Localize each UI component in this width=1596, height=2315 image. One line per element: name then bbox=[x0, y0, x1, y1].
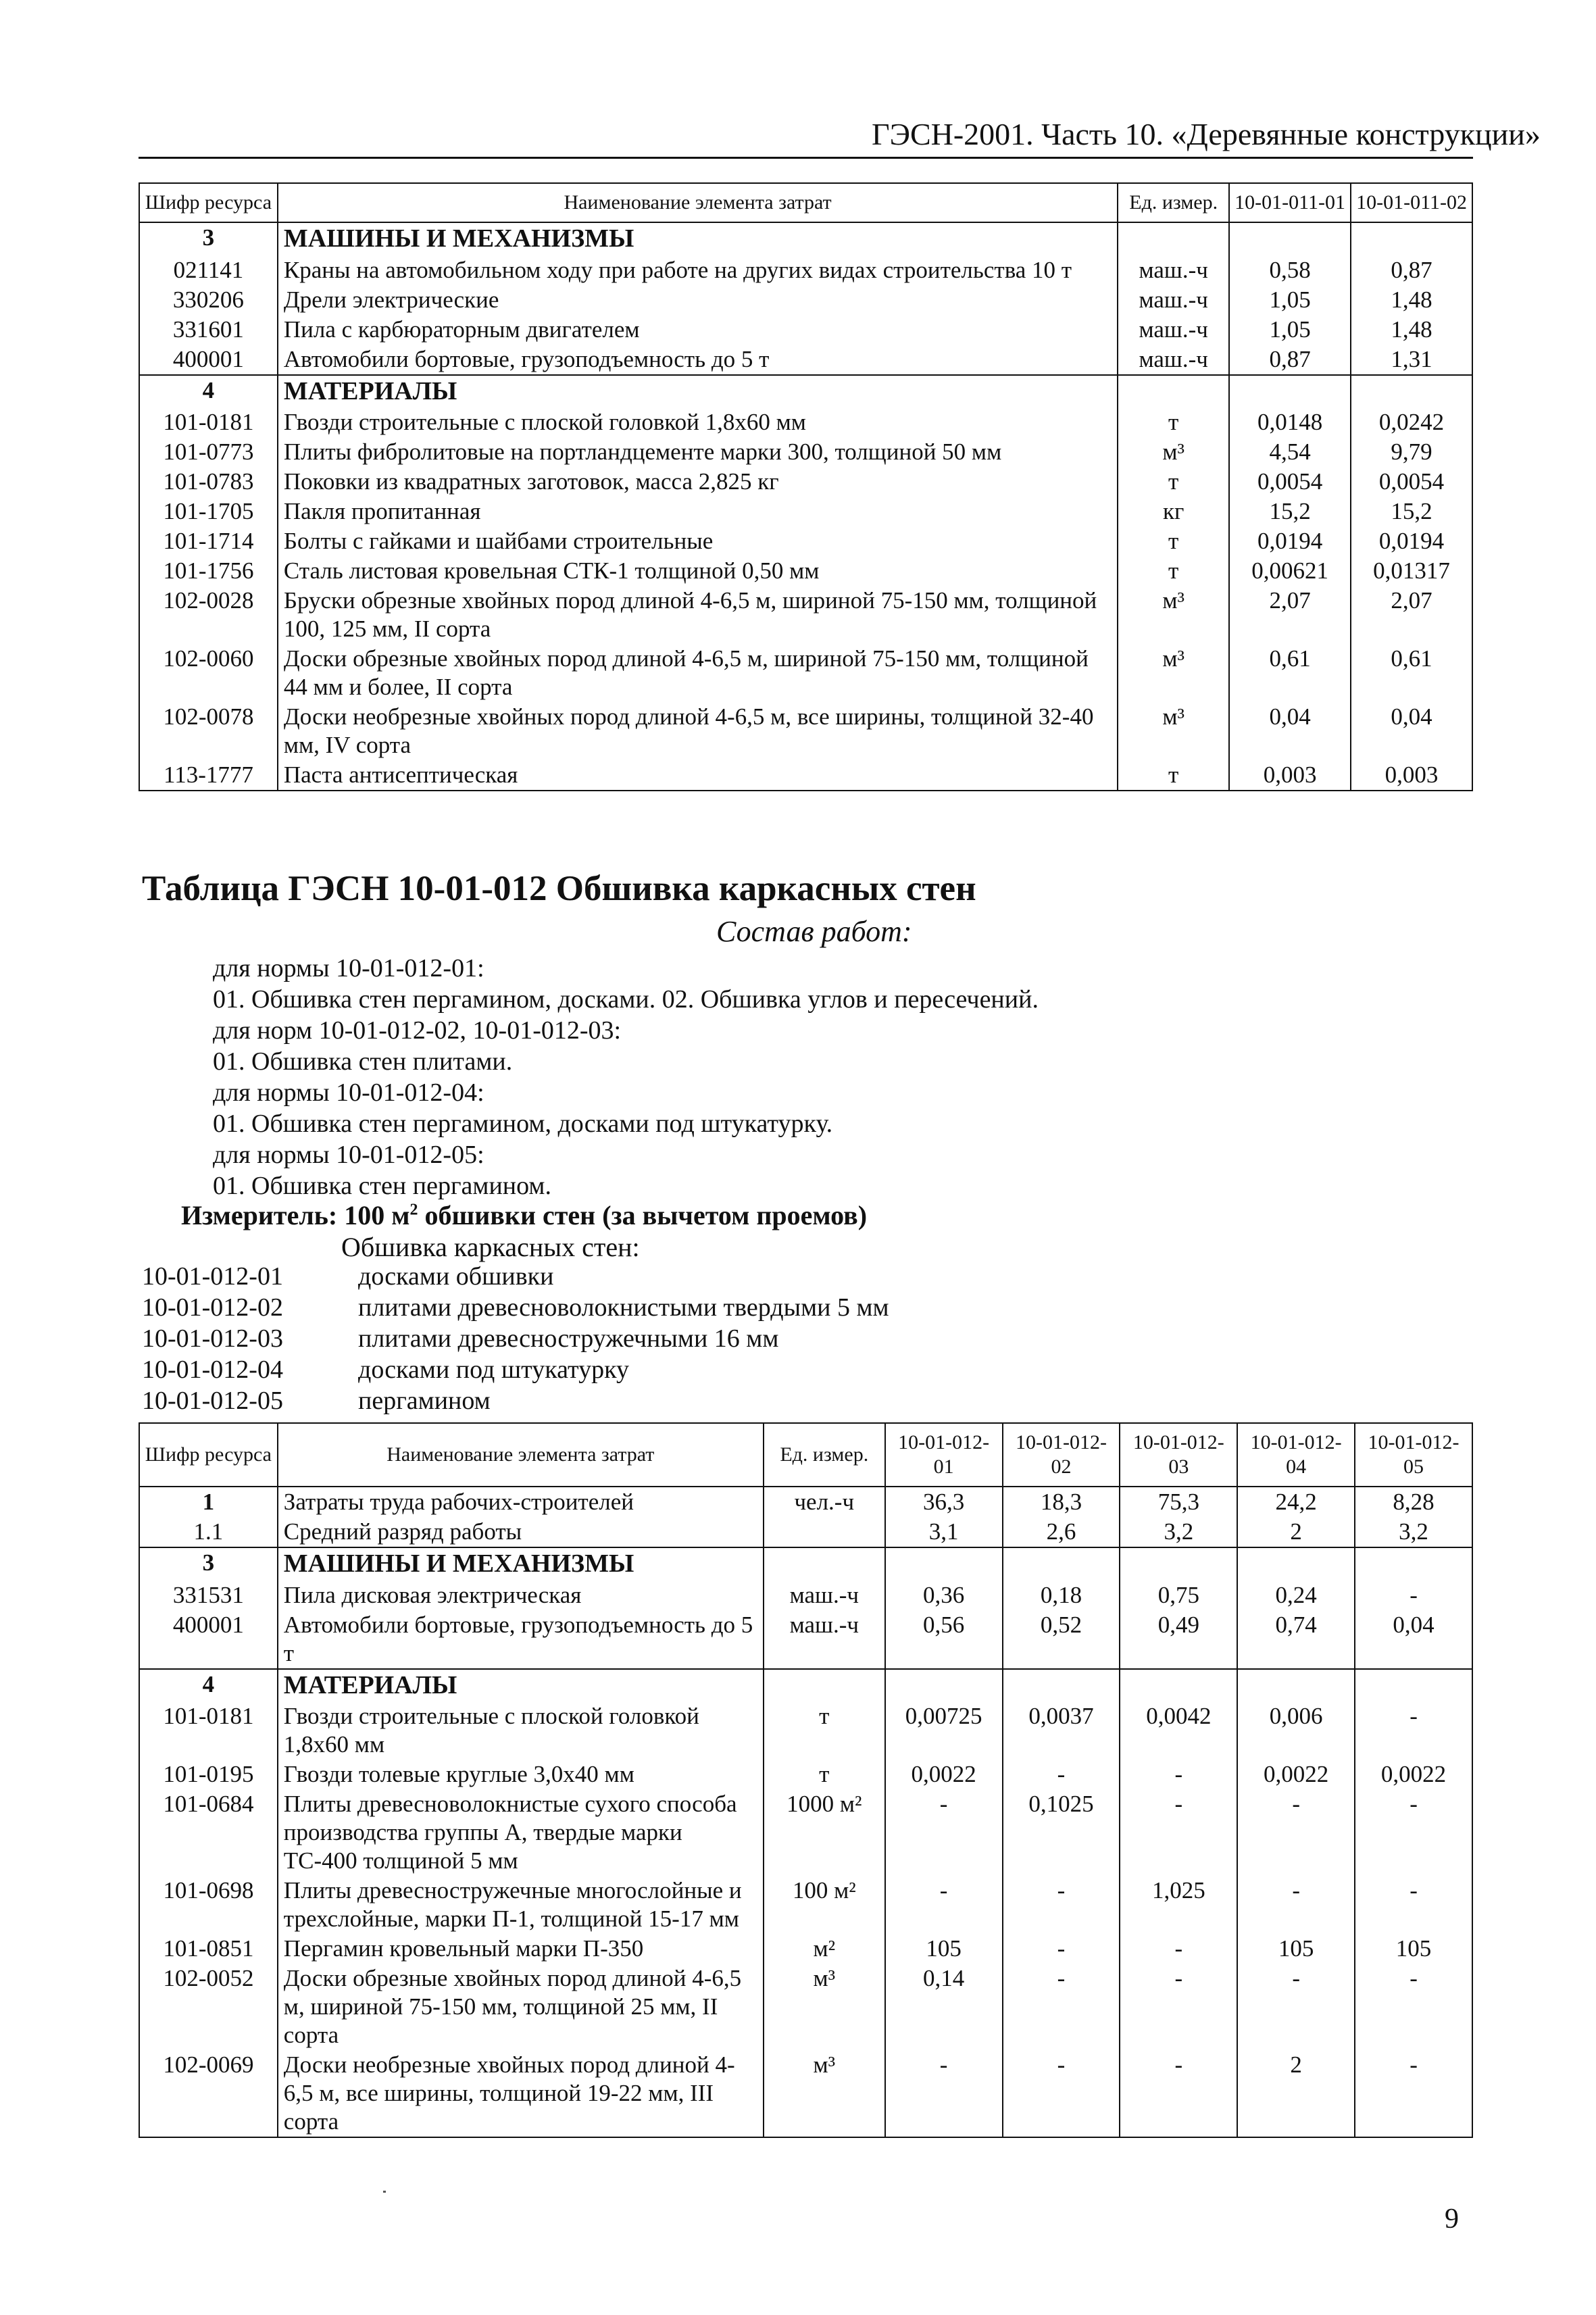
table-row bbox=[139, 1964, 1472, 2050]
value-cell: 105 bbox=[1237, 1934, 1355, 1964]
table-row bbox=[139, 1517, 1472, 1547]
column-header: Шифр ресурса bbox=[139, 183, 278, 222]
value-cell: 2,6 bbox=[1003, 1517, 1120, 1547]
value-cell: 0,36 bbox=[885, 1580, 1003, 1610]
value-cell: 18,3 bbox=[1003, 1487, 1120, 1517]
table-row bbox=[139, 1487, 1472, 1517]
value-cell: 0,24 bbox=[1237, 1580, 1355, 1610]
variant-row bbox=[142, 1385, 889, 1416]
empty-cell bbox=[764, 1669, 885, 1702]
table-row bbox=[139, 1934, 1472, 1964]
resource-name: Доски необрезные хвойных пород длиной 4-6,5 м, все ширины, толщиной 19-22 мм, III сорта bbox=[278, 2050, 764, 2137]
empty-cell bbox=[1229, 375, 1351, 408]
value-cell: - bbox=[1355, 1701, 1472, 1760]
resource-name: Автомобили бортовые, грузоподъемность до 5 т bbox=[278, 1610, 764, 1669]
column-header: Наименование элемента затрат bbox=[278, 183, 1118, 222]
table-row bbox=[139, 644, 1472, 702]
empty-cell bbox=[1118, 222, 1229, 255]
value-cell: 15,2 bbox=[1229, 497, 1351, 526]
work-line: для норм 10-01-012-02, 10-01-012-03: bbox=[213, 1016, 622, 1045]
section-title: МАШИНЫ И МЕХАНИЗМЫ bbox=[278, 1547, 764, 1580]
value-cell: 9,79 bbox=[1351, 437, 1472, 467]
meter-text-rest: обшивки стен (за вычетом проемов) bbox=[418, 1200, 868, 1230]
empty-cell bbox=[1351, 375, 1472, 408]
resource-name: Пила с карбюраторным двигателем bbox=[278, 315, 1118, 345]
value-cell: 2,07 bbox=[1229, 586, 1351, 644]
variant-text: досками под штукатурку bbox=[358, 1355, 630, 1384]
table-row bbox=[139, 437, 1472, 467]
value-cell: 0,75 bbox=[1120, 1580, 1237, 1610]
table-row bbox=[139, 1610, 1472, 1669]
work-line: 01. Обшивка стен пергамином, досками под штукатурку. bbox=[213, 1110, 833, 1138]
value-cell: - bbox=[1003, 1964, 1120, 2050]
resource-name: Плиты древесноволокнистые сухого способа производства группы А, твердые марки ТС-400 толщиной 5 мм bbox=[278, 1789, 764, 1876]
column-header: 10-01-012-03 bbox=[1120, 1423, 1237, 1487]
resource-code: 101-0773 bbox=[139, 437, 278, 467]
variant-row bbox=[142, 1261, 889, 1292]
value-cell: - bbox=[885, 1876, 1003, 1934]
variant-row bbox=[142, 1354, 889, 1385]
section-row bbox=[139, 1669, 1472, 1702]
resource-name: Пакля пропитанная bbox=[278, 497, 1118, 526]
value-cell: 2 bbox=[1237, 2050, 1355, 2137]
empty-cell bbox=[1120, 1547, 1237, 1580]
column-header: 10-01-012-04 bbox=[1237, 1423, 1355, 1487]
value-cell: 0,01317 bbox=[1351, 556, 1472, 586]
value-cell: 0,61 bbox=[1351, 644, 1472, 702]
value-cell: 0,00621 bbox=[1229, 556, 1351, 586]
table-row bbox=[139, 526, 1472, 556]
resource-code: 101-1756 bbox=[139, 556, 278, 586]
value-cell: 0,56 bbox=[885, 1610, 1003, 1669]
table-row bbox=[139, 345, 1472, 375]
table-row bbox=[139, 760, 1472, 791]
value-cell: 2 bbox=[1237, 1517, 1355, 1547]
unit-cell: т bbox=[1118, 467, 1229, 497]
value-cell: - bbox=[1237, 1789, 1355, 1876]
value-cell: 0,0194 bbox=[1229, 526, 1351, 556]
empty-cell bbox=[1237, 1547, 1355, 1580]
value-cell: 0,49 bbox=[1120, 1610, 1237, 1669]
resource-name: Пергамин кровельный марки П-350 bbox=[278, 1934, 764, 1964]
value-cell: 1,31 bbox=[1351, 345, 1472, 375]
value-cell: 3,1 bbox=[885, 1517, 1003, 1547]
variant-code: 10-01-012-01 bbox=[142, 1262, 283, 1291]
resource-name: Средний разряд работы bbox=[278, 1517, 764, 1547]
page-number: 9 bbox=[1445, 2204, 1459, 2235]
value-cell: - bbox=[1120, 1760, 1237, 1789]
work-line: для нормы 10-01-012-01: bbox=[213, 954, 484, 982]
scan-mark bbox=[383, 2191, 386, 2193]
value-cell: 0,0148 bbox=[1229, 407, 1351, 437]
resource-name: Гвозди толевые круглые 3,0х40 мм bbox=[278, 1760, 764, 1789]
value-cell: 0,0194 bbox=[1351, 526, 1472, 556]
unit-cell: маш.-ч bbox=[764, 1580, 885, 1610]
variant-code: 10-01-012-04 bbox=[142, 1355, 283, 1384]
table-row bbox=[139, 255, 1472, 285]
resource-code: 4 bbox=[139, 1669, 278, 1702]
value-cell: 0,003 bbox=[1229, 760, 1351, 791]
column-header: 10-01-012-01 bbox=[885, 1423, 1003, 1487]
resource-code: 101-0783 bbox=[139, 467, 278, 497]
work-line: 01. Обшивка стен пергамином, досками. 02. Обшивка углов и пересечений. bbox=[213, 985, 1039, 1014]
resource-code: 330206 bbox=[139, 285, 278, 315]
column-header: 10-01-012-02 bbox=[1003, 1423, 1120, 1487]
resource-code: 3 bbox=[139, 1547, 278, 1580]
unit-cell: м³ bbox=[1118, 437, 1229, 467]
section-row bbox=[139, 1547, 1472, 1580]
work-composition-heading: Состав работ: bbox=[716, 915, 912, 948]
resource-code: 102-0028 bbox=[139, 586, 278, 644]
section-title: МАШИНЫ И МЕХАНИЗМЫ bbox=[278, 222, 1118, 255]
table-header-row bbox=[139, 1423, 1472, 1487]
resource-code: 102-0069 bbox=[139, 2050, 278, 2137]
resource-code: 1.1 bbox=[139, 1517, 278, 1547]
value-cell: 0,0054 bbox=[1351, 467, 1472, 497]
unit-cell: маш.-ч bbox=[1118, 285, 1229, 315]
value-cell: 0,04 bbox=[1229, 702, 1351, 760]
unit-cell: т bbox=[1118, 526, 1229, 556]
resource-code: 113-1777 bbox=[139, 760, 278, 791]
header-divider bbox=[139, 157, 1473, 159]
column-header: Наименование элемента затрат bbox=[278, 1423, 764, 1487]
unit-cell: кг bbox=[1118, 497, 1229, 526]
variant-row bbox=[142, 1292, 889, 1323]
column-header: 10-01-012-05 bbox=[1355, 1423, 1472, 1487]
resource-name: Затраты труда рабочих-строителей bbox=[278, 1487, 764, 1517]
resource-code: 101-1714 bbox=[139, 526, 278, 556]
value-cell: 0,14 bbox=[885, 1964, 1003, 2050]
value-cell: 0,0042 bbox=[1120, 1701, 1237, 1760]
resource-code: 101-0851 bbox=[139, 1934, 278, 1964]
table-title: Таблица ГЭСН 10-01-012 Обшивка каркасных стен bbox=[142, 869, 976, 908]
value-cell: 1,05 bbox=[1229, 315, 1351, 345]
unit-cell: т bbox=[1118, 760, 1229, 791]
variant-code: 10-01-012-05 bbox=[142, 1387, 283, 1415]
resource-name: Плиты древесностружечные многослойные и трехслойные, марки П-1, толщиной 15-17 мм bbox=[278, 1876, 764, 1934]
table-row bbox=[139, 702, 1472, 760]
empty-cell bbox=[1355, 1547, 1472, 1580]
table-row bbox=[139, 2050, 1472, 2137]
value-cell: 0,74 bbox=[1237, 1610, 1355, 1669]
variant-text: пергамином bbox=[358, 1387, 491, 1415]
value-cell: 0,0022 bbox=[1237, 1760, 1355, 1789]
resource-code: 331531 bbox=[139, 1580, 278, 1610]
resource-code: 101-0684 bbox=[139, 1789, 278, 1876]
work-line: для нормы 10-01-012-05: bbox=[213, 1141, 484, 1169]
resource-name: Краны на автомобильном ходу при работе на других видах строительства 10 т bbox=[278, 255, 1118, 285]
column-header: 10-01-011-01 bbox=[1229, 183, 1351, 222]
value-cell: 0,0054 bbox=[1229, 467, 1351, 497]
value-cell: 1,025 bbox=[1120, 1876, 1237, 1934]
value-cell: 0,58 bbox=[1229, 255, 1351, 285]
column-header: Ед. измер. bbox=[1118, 183, 1229, 222]
value-cell: - bbox=[885, 2050, 1003, 2137]
resource-name: Поковки из квадратных заготовок, масса 2,825 кг bbox=[278, 467, 1118, 497]
resource-name: Доски обрезные хвойных пород длиной 4-6,5 м, шириной 75-150 мм, толщиной 25 мм, II сорта bbox=[278, 1964, 764, 2050]
value-cell: - bbox=[1355, 1789, 1472, 1876]
value-cell: 1,05 bbox=[1229, 285, 1351, 315]
value-cell: 15,2 bbox=[1351, 497, 1472, 526]
table-header-row bbox=[139, 183, 1472, 222]
resource-code: 101-0195 bbox=[139, 1760, 278, 1789]
value-cell: - bbox=[1003, 2050, 1120, 2137]
unit-cell: т bbox=[764, 1760, 885, 1789]
table-row bbox=[139, 1701, 1472, 1760]
resource-name: Болты с гайками и шайбами строительные bbox=[278, 526, 1118, 556]
unit-cell: маш.-ч bbox=[764, 1610, 885, 1669]
value-cell: - bbox=[1355, 2050, 1472, 2137]
value-cell: - bbox=[1003, 1934, 1120, 1964]
table-row bbox=[139, 285, 1472, 315]
value-cell: - bbox=[1120, 1964, 1237, 2050]
value-cell: 0,61 bbox=[1229, 644, 1351, 702]
resource-code: 4 bbox=[139, 375, 278, 408]
value-cell: 0,0037 bbox=[1003, 1701, 1120, 1760]
unit-cell: 100 м² bbox=[764, 1876, 885, 1934]
value-cell: 0,0022 bbox=[885, 1760, 1003, 1789]
value-cell: - bbox=[1355, 1964, 1472, 2050]
value-cell: - bbox=[1003, 1876, 1120, 1934]
empty-cell bbox=[1351, 222, 1472, 255]
unit-cell: м³ bbox=[764, 1964, 885, 2050]
empty-cell bbox=[1003, 1547, 1120, 1580]
measurement-unit bbox=[181, 1199, 867, 1231]
unit-cell: т bbox=[1118, 407, 1229, 437]
section-row bbox=[139, 222, 1472, 255]
section-title: МАТЕРИАЛЫ bbox=[278, 1669, 764, 1702]
resource-name: Гвозди строительные с плоской головкой 1,8х60 мм bbox=[278, 407, 1118, 437]
resource-code: 101-1705 bbox=[139, 497, 278, 526]
resource-code: 021141 bbox=[139, 255, 278, 285]
unit-cell: м³ bbox=[1118, 702, 1229, 760]
empty-cell bbox=[885, 1669, 1003, 1702]
value-cell: - bbox=[1120, 1789, 1237, 1876]
value-cell: - bbox=[1237, 1876, 1355, 1934]
resource-code: 101-0181 bbox=[139, 1701, 278, 1760]
unit-cell: м³ bbox=[1118, 644, 1229, 702]
variants-caption: Обшивка каркасных стен: bbox=[341, 1232, 640, 1262]
empty-cell bbox=[1229, 222, 1351, 255]
resource-name: Автомобили бортовые, грузоподъемность до 5 т bbox=[278, 345, 1118, 375]
meter-superscript: 2 bbox=[409, 1201, 418, 1219]
unit-cell: маш.-ч bbox=[1118, 345, 1229, 375]
value-cell: - bbox=[1355, 1580, 1472, 1610]
value-cell: 8,28 bbox=[1355, 1487, 1472, 1517]
unit-cell bbox=[764, 1517, 885, 1547]
page-header: ГЭСН-2001. Часть 10. «Деревянные конструкции» bbox=[872, 117, 1541, 151]
value-cell: 0,04 bbox=[1355, 1610, 1472, 1669]
resource-code: 400001 bbox=[139, 345, 278, 375]
variant-text: плитами древесноволокнистыми твердыми 5 мм bbox=[358, 1293, 889, 1322]
empty-cell bbox=[1120, 1669, 1237, 1702]
resource-name: Паста антисептическая bbox=[278, 760, 1118, 791]
value-cell: 0,04 bbox=[1351, 702, 1472, 760]
resource-code: 102-0052 bbox=[139, 1964, 278, 2050]
unit-cell: м³ bbox=[1118, 586, 1229, 644]
variant-code: 10-01-012-03 bbox=[142, 1324, 283, 1353]
value-cell: - bbox=[1120, 1934, 1237, 1964]
resource-code: 101-0181 bbox=[139, 407, 278, 437]
table-row bbox=[139, 467, 1472, 497]
table-row bbox=[139, 556, 1472, 586]
unit-cell: маш.-ч bbox=[1118, 255, 1229, 285]
unit-cell: м² bbox=[764, 1934, 885, 1964]
unit-cell: м³ bbox=[764, 2050, 885, 2137]
variant-code: 10-01-012-02 bbox=[142, 1293, 283, 1322]
work-line: для нормы 10-01-012-04: bbox=[213, 1078, 484, 1107]
meter-text: Измеритель: 100 м bbox=[181, 1200, 410, 1230]
work-line: 01. Обшивка стен пергамином. bbox=[213, 1172, 551, 1200]
section-row bbox=[139, 375, 1472, 408]
empty-cell bbox=[1003, 1669, 1120, 1702]
resource-name: Пила дисковая электрическая bbox=[278, 1580, 764, 1610]
value-cell: 1,48 bbox=[1351, 315, 1472, 345]
resource-table-10-01-011 bbox=[139, 182, 1473, 791]
table-row bbox=[139, 497, 1472, 526]
unit-cell: маш.-ч bbox=[1118, 315, 1229, 345]
table-row bbox=[139, 1580, 1472, 1610]
unit-cell: чел.-ч bbox=[764, 1487, 885, 1517]
value-cell: 105 bbox=[1355, 1934, 1472, 1964]
value-cell: 0,003 bbox=[1351, 760, 1472, 791]
resource-table-10-01-012 bbox=[139, 1422, 1473, 2138]
value-cell: 0,87 bbox=[1351, 255, 1472, 285]
value-cell: 0,87 bbox=[1229, 345, 1351, 375]
empty-cell bbox=[1118, 375, 1229, 408]
variant-row bbox=[142, 1323, 889, 1354]
value-cell: 1,48 bbox=[1351, 285, 1472, 315]
resource-name: Бруски обрезные хвойных пород длиной 4-6,5 м, шириной 75-150 мм, толщиной 100, 125 мм, II сорта bbox=[278, 586, 1118, 644]
value-cell: 2,07 bbox=[1351, 586, 1472, 644]
table-row bbox=[139, 1760, 1472, 1789]
value-cell: 3,2 bbox=[1120, 1517, 1237, 1547]
resource-code: 3 bbox=[139, 222, 278, 255]
resource-name: Гвозди строительные с плоской головкой 1,8х60 мм bbox=[278, 1701, 764, 1760]
value-cell: 4,54 bbox=[1229, 437, 1351, 467]
empty-cell bbox=[1237, 1669, 1355, 1702]
value-cell: 36,3 bbox=[885, 1487, 1003, 1517]
unit-cell: т bbox=[764, 1701, 885, 1760]
resource-code: 400001 bbox=[139, 1610, 278, 1669]
value-cell: - bbox=[1120, 2050, 1237, 2137]
empty-cell bbox=[764, 1547, 885, 1580]
resource-name: Дрели электрические bbox=[278, 285, 1118, 315]
unit-cell: 1000 м² bbox=[764, 1789, 885, 1876]
column-header: 10-01-011-02 bbox=[1351, 183, 1472, 222]
resource-name: Доски необрезные хвойных пород длиной 4-6,5 м, все ширины, толщиной 32-40 мм, IV сорта bbox=[278, 702, 1118, 760]
value-cell: 24,2 bbox=[1237, 1487, 1355, 1517]
value-cell: 0,006 bbox=[1237, 1701, 1355, 1760]
column-header: Ед. измер. bbox=[764, 1423, 885, 1487]
table-row bbox=[139, 315, 1472, 345]
value-cell: 0,52 bbox=[1003, 1610, 1120, 1669]
value-cell: 0,18 bbox=[1003, 1580, 1120, 1610]
value-cell: 105 bbox=[885, 1934, 1003, 1964]
table-row bbox=[139, 1876, 1472, 1934]
resource-code: 1 bbox=[139, 1487, 278, 1517]
resource-name: Доски обрезные хвойных пород длиной 4-6,5 м, шириной 75-150 мм, толщиной 44 мм и более, II сорта bbox=[278, 644, 1118, 702]
work-line: 01. Обшивка стен плитами. bbox=[213, 1047, 513, 1076]
resource-code: 101-0698 bbox=[139, 1876, 278, 1934]
empty-cell bbox=[1355, 1669, 1472, 1702]
variant-text: плитами древесностружечными 16 мм bbox=[358, 1324, 779, 1353]
value-cell: - bbox=[885, 1789, 1003, 1876]
variant-text: досками обшивки bbox=[358, 1262, 554, 1291]
column-header: Шифр ресурса bbox=[139, 1423, 278, 1487]
empty-cell bbox=[885, 1547, 1003, 1580]
value-cell: 0,00725 bbox=[885, 1701, 1003, 1760]
work-composition-list bbox=[213, 953, 1039, 1201]
value-cell: 75,3 bbox=[1120, 1487, 1237, 1517]
table-row bbox=[139, 407, 1472, 437]
table-row bbox=[139, 586, 1472, 644]
resource-name: Сталь листовая кровельная СТК-1 толщиной 0,50 мм bbox=[278, 556, 1118, 586]
value-cell: - bbox=[1237, 1964, 1355, 2050]
resource-code: 102-0078 bbox=[139, 702, 278, 760]
value-cell: - bbox=[1003, 1760, 1120, 1789]
norm-variants-list bbox=[142, 1261, 889, 1416]
resource-code: 102-0060 bbox=[139, 644, 278, 702]
value-cell: 0,0022 bbox=[1355, 1760, 1472, 1789]
table-row bbox=[139, 1789, 1472, 1876]
value-cell: - bbox=[1355, 1876, 1472, 1934]
value-cell: 3,2 bbox=[1355, 1517, 1472, 1547]
value-cell: 0,1025 bbox=[1003, 1789, 1120, 1876]
section-title: МАТЕРИАЛЫ bbox=[278, 375, 1118, 408]
value-cell: 0,0242 bbox=[1351, 407, 1472, 437]
resource-name: Плиты фибролитовые на портландцементе марки 300, толщиной 50 мм bbox=[278, 437, 1118, 467]
unit-cell: т bbox=[1118, 556, 1229, 586]
resource-code: 331601 bbox=[139, 315, 278, 345]
